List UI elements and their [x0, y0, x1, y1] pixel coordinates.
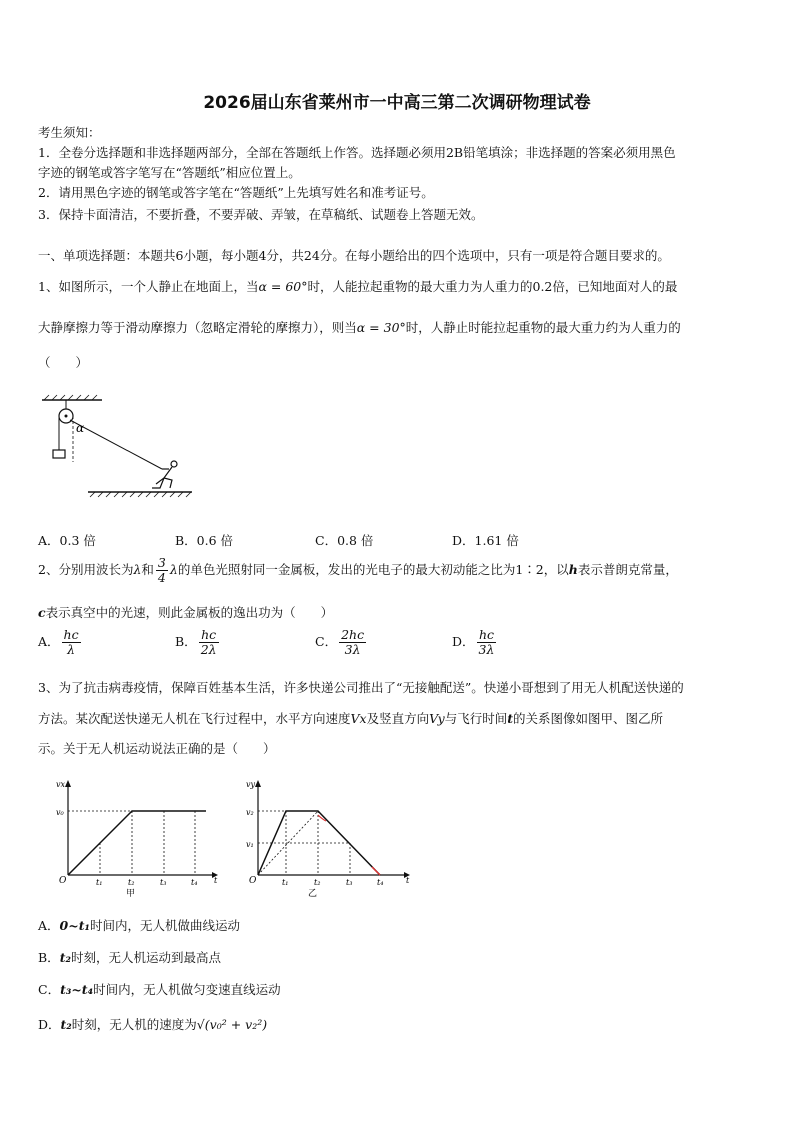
t-axis-label: t — [406, 876, 410, 885]
angle-label: α — [76, 421, 85, 435]
question-1-line-2: 大静摩擦力等于滑动摩擦力（忽略定滑轮的摩擦力），则当α = 30°时，人静止时能拉起重物的最大重力约为人重力的 — [38, 320, 681, 335]
v0-label: v₀ — [56, 808, 64, 817]
red-annotation — [372, 867, 380, 875]
section-heading: 一、单项选择题：本题共6小题，每小题4分，共24分。在每小题给出的四个选项中，只有一项是符合题目要求的。 — [38, 248, 670, 263]
angle-30: α = 30° — [356, 320, 406, 335]
person-figure — [152, 461, 177, 488]
t-axis-label: t — [214, 876, 218, 885]
q2-option-c[interactable]: C． $\frac{2hc}{3\lambda}$ — [315, 627, 365, 657]
v2-label: v₂ — [246, 808, 254, 817]
q2-option-a[interactable]: A． $\frac{hc}{\lambda}$ — [38, 627, 79, 657]
tick-t3: t₃ — [346, 878, 353, 887]
tick-t3: t₃ — [160, 878, 167, 887]
question-2-line-1: 2、分别用波长为λ和 $\frac{3}{4}$ λ的单色光照射同一金属板，发出的光电子的最大初动能之比为1∶2，以h表示普朗克常量， — [38, 555, 678, 585]
q3-option-d[interactable]: D．t₂时刻，无人机的速度为√(v₀² + v₂²) — [38, 1017, 268, 1032]
q3-option-a[interactable]: A．0~t₁时间内，无人机做曲线运动 — [38, 918, 240, 933]
notice-item: 3．保持卡面清洁，不要折叠，不要弄破、弄皱，在草稿纸、试题卷上答题无效。 — [38, 207, 484, 222]
vx-axis-label: vx — [56, 780, 66, 789]
origin-label: O — [249, 876, 257, 886]
vy-axis-label: vy — [246, 780, 256, 789]
question-3-line-1: 3、为了抗击病毒疫情，保障百姓基本生活，许多快递公司推出了“无接触配送”。快递小哥想到了用无人机配送快递的 — [38, 680, 684, 695]
notice-item: 1．全卷分选择题和非选择题两部分，全部在答题纸上作答。选择题必须用2B铅笔填涂；非选择题的答案必须用黑色 — [38, 145, 676, 160]
pulley-figure — [36, 392, 196, 504]
chart-caption-yi: 乙 — [308, 889, 318, 897]
page-title: 2026届山东省莱州市一中高三第二次调研物理试卷 — [203, 93, 591, 113]
q2-option-b[interactable]: B． $\frac{hc}{2\lambda}$ — [175, 627, 217, 657]
notice-item: 字迹的钢笔或答字笔写在“答题纸”相应位置上。 — [38, 165, 301, 180]
weight-block — [53, 450, 65, 458]
vx-axis-arrow — [65, 780, 71, 787]
chart-caption-jia: 甲 — [126, 889, 136, 897]
question-3-line-2: 方法。某次配送快递无人机在飞行过程中，水平方向速度Vx及竖直方向Vy与飞行时间t的关系图像如图甲、图乙所 — [38, 711, 664, 726]
q2-option-d[interactable]: D． $\frac{hc}{3\lambda}$ — [452, 627, 495, 657]
question-1-blank: （ ） — [38, 355, 89, 370]
graph-vy-t — [232, 775, 412, 897]
tick-t4: t₄ — [377, 878, 384, 887]
velocity-formula: √(v₀² + v₂²) — [196, 1017, 268, 1032]
fraction-three-quarters: $\frac{3}{4}$ — [157, 555, 166, 585]
question-1-line-1: 1、如图所示，一个人静止在地面上，当α = 60°时，人能拉起重物的最大重力为人重力的0.2倍，已知地面对人的最 — [38, 279, 678, 294]
tick-t4: t₄ — [191, 878, 198, 887]
tick-t1: t₁ — [282, 878, 289, 887]
q1-option-d[interactable]: D．1.61 倍 — [452, 533, 519, 548]
origin-label: O — [59, 876, 67, 886]
graph-vx-t — [40, 775, 220, 897]
vy-axis-arrow — [255, 780, 261, 787]
angle-60: α = 60° — [258, 279, 308, 294]
pulley-axle — [65, 415, 68, 418]
tick-t1: t₁ — [96, 878, 103, 887]
grid-dashed-lines — [68, 811, 195, 875]
q1-option-b[interactable]: B．0.6 倍 — [175, 533, 234, 548]
q1-option-c[interactable]: C．0.8 倍 — [315, 533, 374, 548]
v1-label: v₁ — [246, 840, 254, 849]
notice-heading: 考生须知： — [38, 125, 101, 140]
tick-t2: t₂ — [128, 878, 135, 887]
tick-t2: t₂ — [314, 878, 321, 887]
q1-option-a[interactable]: A．0.3 倍 — [38, 533, 96, 548]
question-2-line-2: c表示真空中的光速，则此金属板的逸出功为（ ） — [38, 605, 334, 620]
vx-curve — [68, 811, 206, 875]
q3-option-b[interactable]: B．t₂时刻，无人机运动到最高点 — [38, 950, 221, 965]
question-3-line-3: 示。关于无人机运动说法正确的是（ ） — [38, 741, 276, 756]
q3-option-c[interactable]: C．t₃~t₄时间内，无人机做匀变速直线运动 — [38, 982, 281, 997]
notice-item: 2．请用黑色字迹的钢笔或答字笔在“答题纸”上先填写姓名和准考证号。 — [38, 185, 434, 200]
